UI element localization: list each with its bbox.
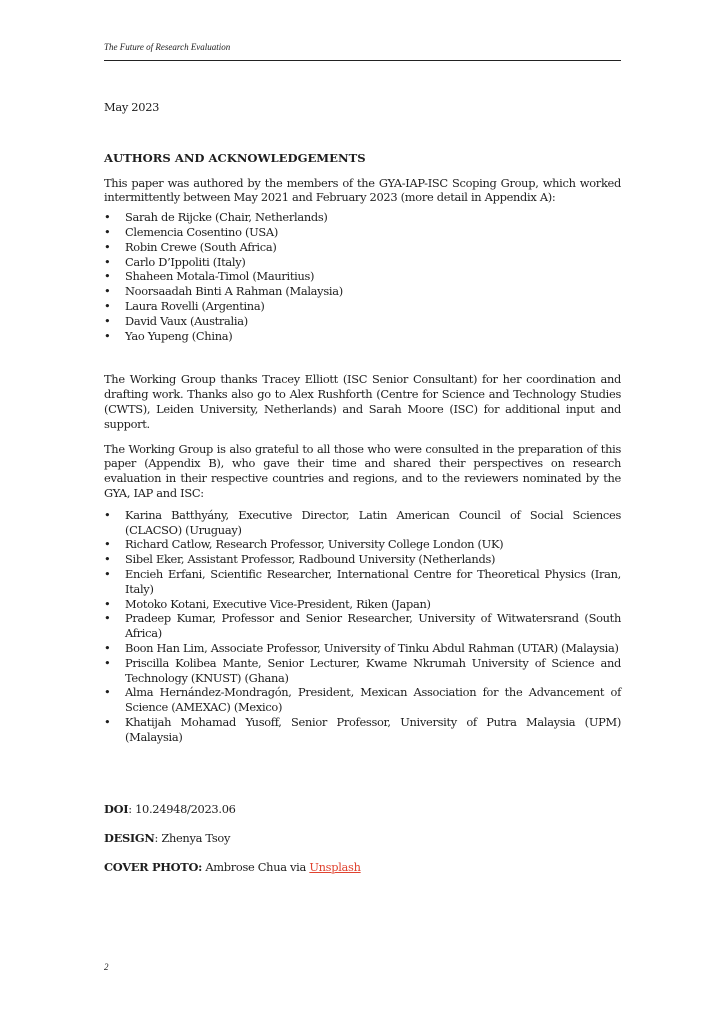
design-line [104, 831, 621, 846]
section-title: AUTHORS AND ACKNOWLEDGEMENTS [104, 150, 366, 165]
reviewer-entry: Alma Hernández-Mondragón, President, Mexican Association for the Advancement of Science (AMEXAC) (Mexico) [125, 685, 621, 715]
reviewer-entry: Motoko Kotani, Executive Vice-President, Riken (Japan) [125, 596, 431, 611]
list-item [104, 299, 621, 314]
bullet-icon: • [104, 284, 111, 299]
author-name: Laura Rovelli (Argentina) [125, 298, 265, 313]
page-content [104, 100, 621, 875]
design-label: DESIGN [104, 831, 155, 846]
page-number: 2 [104, 962, 109, 972]
doi-value: : 10.24948/2023.06 [128, 802, 236, 817]
author-name: Sarah de Rijcke (Chair, Netherlands) [125, 210, 328, 225]
bullet-icon: • [104, 269, 111, 284]
list-item [104, 567, 621, 597]
bullet-icon: • [104, 507, 111, 522]
list-item [104, 685, 621, 715]
list-item [104, 240, 621, 255]
reviewer-entry: Priscilla Kolibea Mante, Senior Lecturer, Kwame Nkrumah University of Science and Technology (KNUST) (Ghana) [125, 655, 621, 685]
bullet-icon: • [104, 224, 111, 239]
bullet-icon: • [104, 298, 111, 313]
cover-photo-line [104, 860, 621, 875]
list-item [104, 641, 621, 656]
header-rule [104, 60, 621, 61]
list-item [104, 255, 621, 270]
doi-line [104, 802, 621, 817]
list-item [104, 284, 621, 299]
reviewer-entry: Khatijah Mohamad Yusoff, Senior Professor, University of Putra Malaysia (UPM) (Malaysia) [125, 714, 621, 744]
bullet-icon: • [104, 611, 111, 626]
list-item [104, 329, 621, 344]
list-item [104, 552, 621, 567]
reviewer-entry: Karina Batthyány, Executive Director, Latin American Council of Social Sciences (CLACSO) (Uruguay) [125, 507, 621, 537]
list-item [104, 314, 621, 329]
list-item [104, 225, 621, 240]
thanks-paragraph: The Working Group thanks Tracey Elliott (ISC Senior Consultant) for her coordination and drafting work. Thanks also go to Alex Rushforth (Centre for Science and Technology Studies (CWTS), Leiden University, Netherlands) and Sarah Moore (ISC) for additional input and support. [104, 372, 621, 431]
authors-list [104, 210, 621, 343]
reviewer-entry: Boon Han Lim, Associate Professor, University of Tinku Abdul Rahman (UTAR) (Malaysia) [125, 640, 619, 655]
doi-label: DOI [104, 802, 129, 817]
bullet-icon: • [104, 640, 111, 655]
list-item [104, 508, 621, 538]
list-item [104, 715, 621, 745]
intro-paragraph: This paper was authored by the members of the GYA-IAP-ISC Scoping Group, which worked intermittently between May 2021 and February 2023 (more detail in Appendix A): [104, 175, 621, 205]
unsplash-link[interactable]: Unsplash [309, 860, 361, 875]
list-item [104, 537, 621, 552]
bullet-icon: • [104, 714, 111, 729]
list-item [104, 269, 621, 284]
reviewer-entry: Sibel Eker, Assistant Professor, Radbound University (Netherlands) [125, 552, 496, 567]
bullet-icon: • [104, 254, 111, 269]
author-name: Shaheen Motala-Timol (Mauritius) [125, 269, 315, 284]
list-item [104, 597, 621, 612]
running-header: The Future of Research Evaluation [104, 42, 231, 52]
author-name: Carlo D’Ippoliti (Italy) [125, 254, 246, 269]
reviewers-list [104, 508, 621, 745]
bullet-icon: • [104, 210, 111, 225]
list-item [104, 656, 621, 686]
author-name: Clemencia Cosentino (USA) [125, 224, 278, 239]
bullet-icon: • [104, 566, 111, 581]
list-item [104, 210, 621, 225]
bullet-icon: • [104, 596, 111, 611]
reviewer-entry: Encieh Erfani, Scientific Researcher, International Centre for Theoretical Physics (Iran, Italy) [125, 566, 621, 596]
cover-photo-value: Ambrose Chua via [202, 860, 310, 875]
bullet-icon: • [104, 537, 111, 552]
design-value: : Zhenya Tsoy [154, 831, 231, 846]
bullet-icon: • [104, 239, 111, 254]
author-name: Noorsaadah Binti A Rahman (Malaysia) [125, 284, 343, 299]
reviewer-entry: Richard Catlow, Research Professor, University College London (UK) [125, 537, 504, 552]
author-name: Yao Yupeng (China) [125, 328, 233, 343]
cover-photo-label: COVER PHOTO: [104, 860, 202, 875]
bullet-icon: • [104, 552, 111, 567]
bullet-icon: • [104, 655, 111, 670]
author-name: David Vaux (Australia) [125, 313, 248, 328]
reviewer-entry: Pradeep Kumar, Professor and Senior Researcher, University of Witwatersrand (South Africa) [125, 611, 621, 641]
bullet-icon: • [104, 328, 111, 343]
list-item [104, 611, 621, 641]
publication-date: May 2023 [104, 100, 160, 114]
grateful-paragraph: The Working Group is also grateful to all those who were consulted in the preparation of this paper (Appendix B), who gave their time and shared their perspectives on research evaluation in their respective countries and regions, and to the reviewers nominated by the GYA, IAP and ISC: [104, 441, 621, 500]
author-name: Robin Crewe (South Africa) [125, 239, 277, 254]
bullet-icon: • [104, 685, 111, 700]
bullet-icon: • [104, 313, 111, 328]
